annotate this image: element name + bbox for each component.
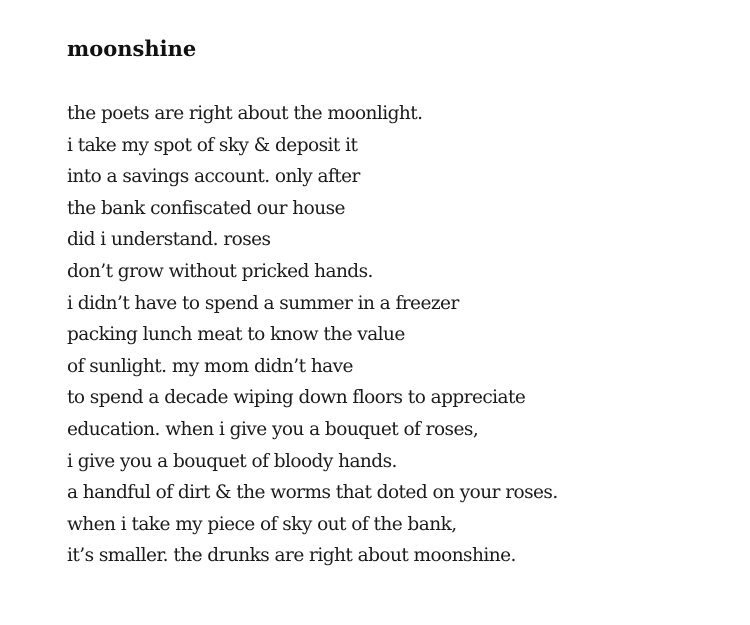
poem-line: education. when i give you a bouquet of roses, [67, 418, 479, 440]
poem-line: when i take my piece of sky out of the bank, [67, 513, 457, 535]
poem-line: to spend a decade wiping down floors to appreciate [67, 387, 526, 409]
poem-line: i take my spot of sky & deposit it [67, 134, 358, 156]
poem-line: it’s smaller. the drunks are right about moonshine. [67, 545, 516, 567]
poem-line: don’t grow without pricked hands. [67, 260, 373, 282]
poem-line: i didn’t have to spend a summer in a freezer [67, 292, 459, 314]
poem-line: i give you a bouquet of bloody hands. [67, 450, 397, 472]
poem-line: into a savings account. only after [67, 166, 360, 188]
poem-line: the bank confiscated our house [67, 197, 345, 219]
poem-title: moonshine [67, 36, 197, 61]
poem-line: the poets are right about the moonlight. [67, 103, 423, 124]
poem-line: packing lunch meat to know the value [67, 324, 405, 346]
poem-line: a handful of dirt & the worms that doted on your roses. [67, 482, 558, 504]
poem-line: of sunlight. my mom didn’t have [67, 355, 353, 377]
poem-body [67, 98, 558, 572]
poem-line: did i understand. roses [67, 229, 271, 251]
